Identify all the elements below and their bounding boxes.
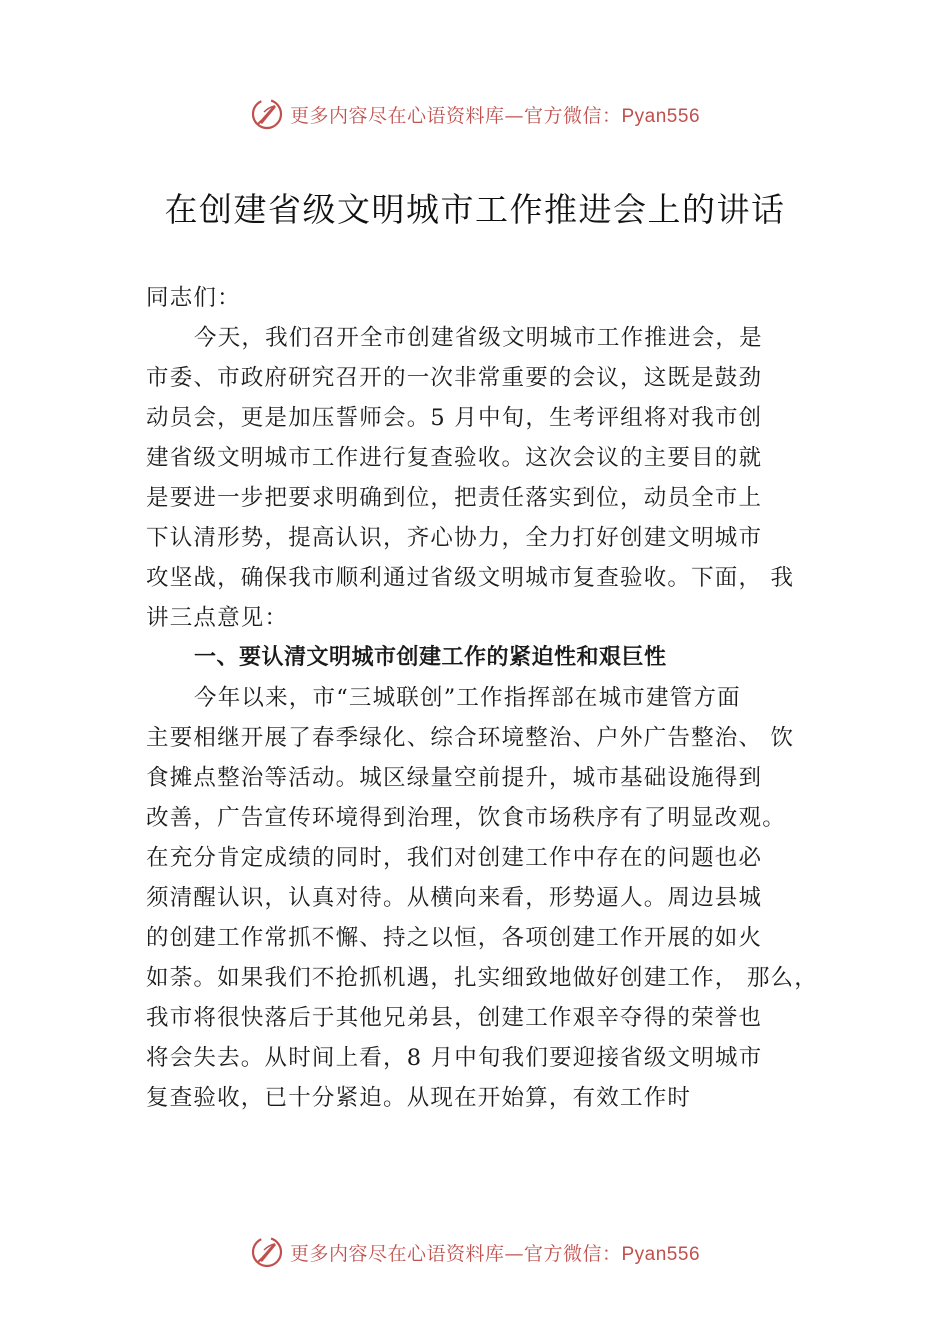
paragraph-line: 将会失去。从时间上看，8 月中旬我们要迎接省级文明城市 [146,1045,763,1071]
paragraph-line: 如荼。如果我们不抢抓机遇，扎实细致地做好创建工作， 那么， [146,965,818,991]
document-body [146,278,826,1118]
quill-logo-icon [250,1235,284,1269]
paragraph-line: 须清醒认识，认真对待。从横向来看，形势逼人。周边县城 [146,885,763,911]
paragraph-line: 食摊点整治等活动。城区绿量空前提升，城市基础设施得到 [146,765,763,791]
banner-text [290,101,700,128]
paragraph-line: 改善，广告宣传环境得到治理，饮食市场秩序有了明显改观。 [146,805,786,831]
paragraph-line: 今天，我们召开全市创建省级文明城市工作推进会，是 [194,325,763,351]
section-heading: 一、要认清文明城市创建工作的紧迫性和艰巨性 [194,645,667,670]
banner-label: 更多内容尽在心语资料库—官方微信： [289,1242,622,1265]
paragraph-line: 市委、市政府研究召开的一次非常重要的会议，这既是鼓劲 [146,365,763,391]
header-banner [0,94,950,134]
paragraph-line: 动员会，更是加压誓师会。5 月中旬，生考评组将对我市创 [146,405,763,431]
paragraph-line: 我市将很快落后于其他兄弟县，创建工作艰辛夺得的荣誉也 [146,1005,763,1031]
banner-wechat-id: Pyan556 [621,105,701,127]
quill-logo-icon [250,97,284,131]
banner-wechat-id: Pyan556 [621,1243,701,1265]
footer-banner [0,1232,950,1272]
banner-label: 更多内容尽在心语资料库—官方微信： [289,104,622,127]
document-title: 在创建省级文明城市工作推进会上的讲话 [164,190,786,229]
salutation: 同志们： [146,285,241,311]
paragraph-line: 下认清形势，提高认识，齐心协力，全力打好创建文明城市 [146,525,763,551]
paragraph-line: 的创建工作常抓不懈、持之以恒，各项创建工作开展的如火 [146,925,763,951]
paragraph-line: 在充分肯定成绩的同时，我们对创建工作中存在的问题也必 [146,845,763,871]
paragraph-line: 讲三点意见： [146,605,289,631]
paragraph-line: 是要进一步把要求明确到位，把责任落实到位，动员全市上 [146,485,763,511]
paragraph-line: 今年以来，市“三城联创”工作指挥部在城市建管方面 [194,685,741,711]
paragraph-line: 攻坚战，确保我市顺利通过省级文明城市复查验收。下面， 我 [146,565,795,591]
paragraph-line: 主要相继开展了春季绿化、综合环境整治、户外广告整治、 饮 [146,725,795,751]
paragraph-line: 建省级文明城市工作进行复查验收。这次会议的主要目的就 [146,445,763,471]
paragraph-line: 复查验收，已十分紧迫。从现在开始算，有效工作时 [146,1085,692,1111]
banner-text [290,1239,700,1266]
